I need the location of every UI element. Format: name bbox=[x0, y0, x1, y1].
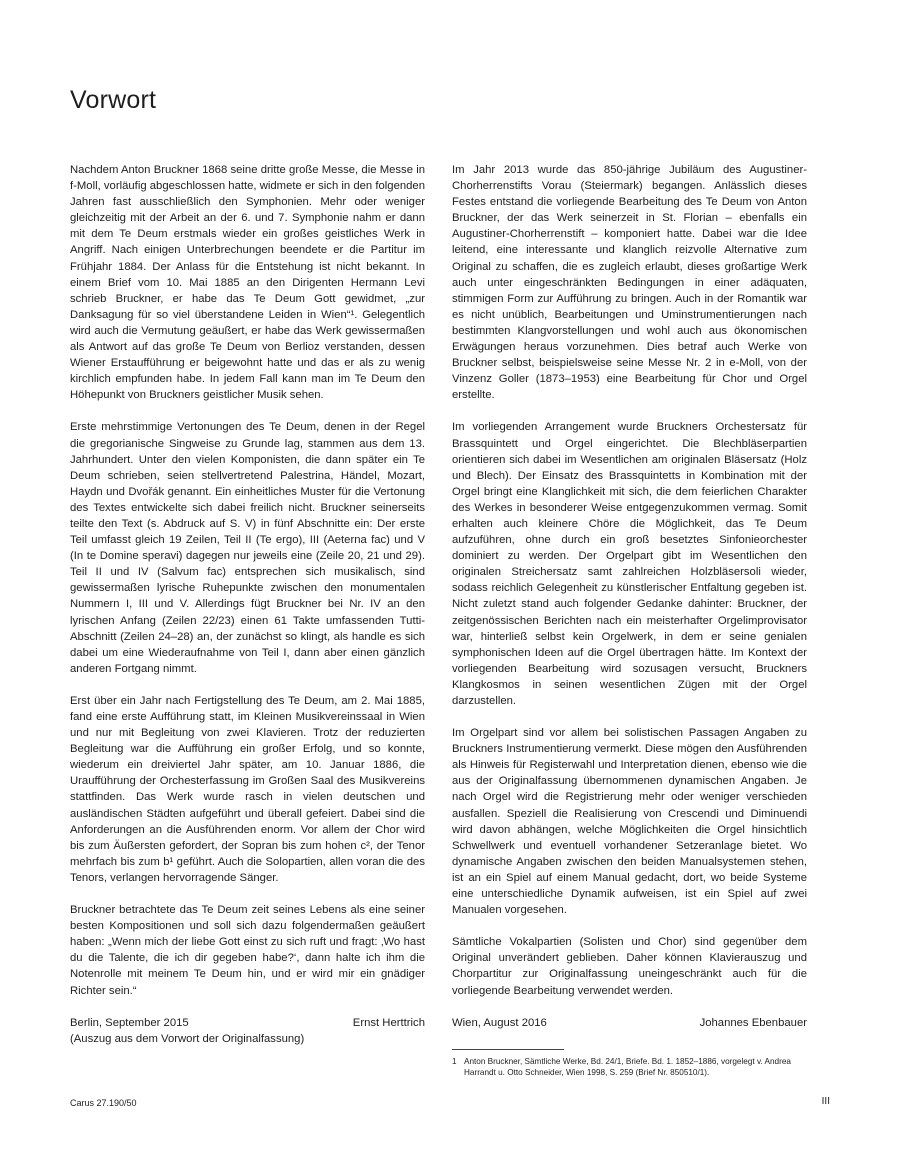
paragraph: Im vorliegenden Arrangement wurde Bruckners Orchestersatz für Brassquintett und Orgel eingerichtet. Die Blechbläserpartien orientieren sich dabei im Wesentlichen am originalen Bläsersatz (Holz und Blech). Der Einsatz des Brassquintetts in Kombination mit der Orgel bringt eine Klanglichkeit mit sich, die dem feierlichen Charakter des Werkes in besonderer Weise entgegenzukommen vermag. Somit erhalten auch kleinere Chöre die Möglichkeit, das Te Deum aufzuführen, ohne durch ein groß besetztes Sinfonieorchester dominiert zu werden. Der Orgelpart gibt im Wesentlichen den originalen Streichersatz samt zahlreichen Holzbläsersoli wieder, sodass reichlich Gelegenheit zu künstlerischer Entfaltung gegeben ist. Nicht zuletzt stand auch folgender Gedanke dahinter: Bruckner, der zeitgenössischen Berichten nach ein meisterhafter Orgelimprovisator war, hinterließ selbst kein Orgelwerk, in dem er seine genialen symphonischen Ideen auf die Orgel übertragen hätte. Im Kontext der vorliegenden Bearbeitung wird sozusagen versucht, Bruckners Klangkosmos in seinen wesentlichen Zügen mit der Orgel darzustellen. bbox=[452, 421, 807, 707]
paragraph: Bruckner betrachtete das Te Deum zeit seines Lebens als eine seiner besten Kompositionen und soll sich dazu folgendermaßen geäußert haben: „Wenn mich der liebe Gott einst zu sich ruft und fragt: ‚Wo hast du die Talente, die ich dir gegeben habe?‘, dann halte ich ihm die Notenrolle mit meinem Te Deum hin, und er wird mir ein gnädiger Richter sein.“ bbox=[70, 904, 425, 997]
page-number: III bbox=[821, 1096, 830, 1107]
paragraph: Im Orgelpart sind vor allem bei solistischen Passagen Angaben zu Bruckners Instrumentierung vermerkt. Diese mögen den Ausführenden als Hinweis für Registerwahl und Interpretation dienen, ebenso wie die aus der Originalfassung übernommenen dynamischen Angaben. Je nach Orgel wird die Registrierung mehr oder weniger verschieden ausfallen. Speziell die Realisierung von Crescendi und Diminuendi wird davon abhängen, welche Möglichkeiten die Orgel hinsichtlich Schwellwerk und eventuell vorhandener Setzeranlage bietet. Wo dynamische Angaben zwischen den beiden Manualsystemen stehen, ist an ein Spiel auf einem Manual gedacht, dort, wo beide Systeme eine unterschiedliche Dynamik aufweisen, ist ein Spiel auf zwei Manualen vorgesehen. bbox=[452, 727, 807, 917]
footnote bbox=[452, 1056, 807, 1079]
right-column bbox=[452, 162, 807, 1079]
signature-name: Johannes Ebenbauer bbox=[699, 1016, 807, 1029]
paragraph: Erste mehrstimmige Vertonungen des Te Deum, denen in der Regel die gregorianische Singweise zu Grunde lag, stammen aus dem 13. Jahrhundert. Unter den vielen Komponisten, die dann später ein Te Deum schrieben, seien stellvertretend Palestrina, Händel, Mozart, Haydn und Dvořák genannt. Ein einheitliches Muster für die Vertonung des Textes entwickelte sich dabei freilich nicht. Bruckner seinerseits teilte den Text (s. Abdruck auf S. V) in fünf Abschnitte ein: Der erste Teil umfasst gleich 19 Zeilen, Teil II (Te ergo), III (Aeterna fac) und V (In te Domine speravi) dagegen nur jeweils eine (Zeile 20, 21 und 29). Teil II und IV (Salvum fac) entsprechen sich musikalisch, sind gewissermaßen lyrische Ruhepunkte zwischen den monumentalen Nummern I, III und V. Allerdings fügt Bruckner bei Nr. IV an den lyrischen Anfang (Zeilen 22/23) einen 61 Takte umfassenden Tutti-Abschnitt (Zeilen 24–28) an, der zunächst so klingt, als handle es sich dabei um eine Wiederaufnahme von Teil I, dann aber einen gänzlich anderen Fortgang nimmt. bbox=[70, 421, 425, 675]
signature-note: (Auszug aus dem Vorwort der Originalfassung) bbox=[70, 1032, 305, 1045]
page-title: Vorwort bbox=[70, 86, 157, 114]
signature-place-date: Wien, August 2016 bbox=[452, 1016, 547, 1029]
footnote-divider bbox=[452, 1049, 564, 1050]
footnote-text: Anton Bruckner, Sämtliche Werke, Bd. 24/1, Briefe. Bd. 1. 1852–1886, vorgelegt v. Andrea Harrandt u. Otto Schneider, Wien 1998, S. 259 (Brief Nr. 850510/1). bbox=[464, 1056, 791, 1078]
signature-line bbox=[70, 1015, 425, 1031]
catalog-number: Carus 27.190/50 bbox=[70, 1098, 137, 1108]
signature-line bbox=[452, 1015, 807, 1031]
signature-name: Ernst Herttrich bbox=[352, 1016, 425, 1029]
paragraph: Erst über ein Jahr nach Fertigstellung des Te Deum, am 2. Mai 1885, fand eine erste Aufführung statt, im Kleinen Musikvereinssaal in Wien und nur mit Begleitung von zwei Klavieren. Trotz der reduzierten Begleitung war die Aufführung ein großer Erfolg, und so konnte, wiederum ein dreiviertel Jahr später, am 10. Januar 1886, die Uraufführung der Orchesterfassung im Großen Saal des Musikvereins stattfinden. Das Werk wurde rasch in vielen deutschen und ausländischen Städten aufgeführt und überall gefeiert. Dabei sind die Anforderungen an die Ausführenden enorm. Vor allem der Chor wird bis zum Äußersten gefordert, der Sopran bis zum hohen c², der Tenor mehrfach bis zum b¹ geführt. Auch die Solopartien, allen voran die des Tenors, verlangen hervorragende Sänger. bbox=[70, 694, 425, 884]
footnote-number: 1 bbox=[452, 1056, 457, 1066]
paragraph: Im Jahr 2013 wurde das 850-jährige Jubiläum des Augustiner-Chorherrenstifts Vorau (Steiermark) begangen. Anlässlich dieses Festes entstand die vorliegende Bearbeitung des Te Deum von Anton Bruckner, der das Werk seinerzeit in St. Florian – ebenfalls ein Augustiner-Chorherrenstift – komponiert hatte. Dabei war die Idee leitend, eine interessante und klanglich reizvolle Alternative zum Original zu schaffen, die es zugleich erlaubt, dieses großartige Werk auch unter eingeschränkten Bedingungen in einer adäquaten, stimmigen Form zur Aufführung zu bringen. Auch in der Romantik war es nicht unüblich, Bearbeitungen und Uminstrumentierungen nach bestimmten Klangvorstellungen und wohl auch aus ökonomischen Erwägungen heraus vorzunehmen. Dies betraf auch Werke von Bruckner selbst, beispielsweise seine Messe Nr. 2 in e-Moll, von der Vinzenz Goller (1873–1953) eine Bearbeitung für Chor und Orgel erstellte. bbox=[452, 164, 807, 402]
paragraph: Sämtliche Vokalpartien (Solisten und Chor) sind gegenüber dem Original unverändert geblieben. Daher können Klavierauszug und Chorpartitur zur Originalfassung uneingeschränkt auch für die vorliegende Bearbeitung verwendet werden. bbox=[452, 936, 807, 997]
signature-block bbox=[70, 1015, 425, 1047]
signature-place-date: Berlin, September 2015 bbox=[70, 1016, 189, 1029]
left-column bbox=[70, 162, 425, 1047]
paragraph: Nachdem Anton Bruckner 1868 seine dritte große Messe, die Messe in f-Moll, vorläufig abgeschlossen hatte, widmete er sich in den folgenden Jahren fast ausschließlich den Symphonien. Mehr oder weniger gleichzeitig mit der Arbeit an der 6. und 7. Symphonie nahm er dann mit dem Te Deum erstmals wieder ein großes geistliches Werk in Angriff. Nach einigen Unterbrechungen beendete er die Partitur im Frühjahr 1884. Der Anlass für die Entstehung ist nicht bekannt. In einem Brief vom 10. Mai 1885 an den Dirigenten Hermann Levi schrieb Bruckner, er habe das Te Deum Gott gewidmet, „zur Danksagung für so viel überstandene Leiden in Wien“¹. Gelegentlich wird auch die Vermutung geäußert, er habe das Werk gewissermaßen als Antwort auf das große Te Deum von Berlioz verstanden, dessen Wiener Erstaufführung er beigewohnt hatte und das er als zu wenig kirchlich empfunden habe. In jedem Fall kann man im Te Deum den Höhepunkt von Bruckners geistlicher Musik sehen. bbox=[70, 164, 425, 402]
